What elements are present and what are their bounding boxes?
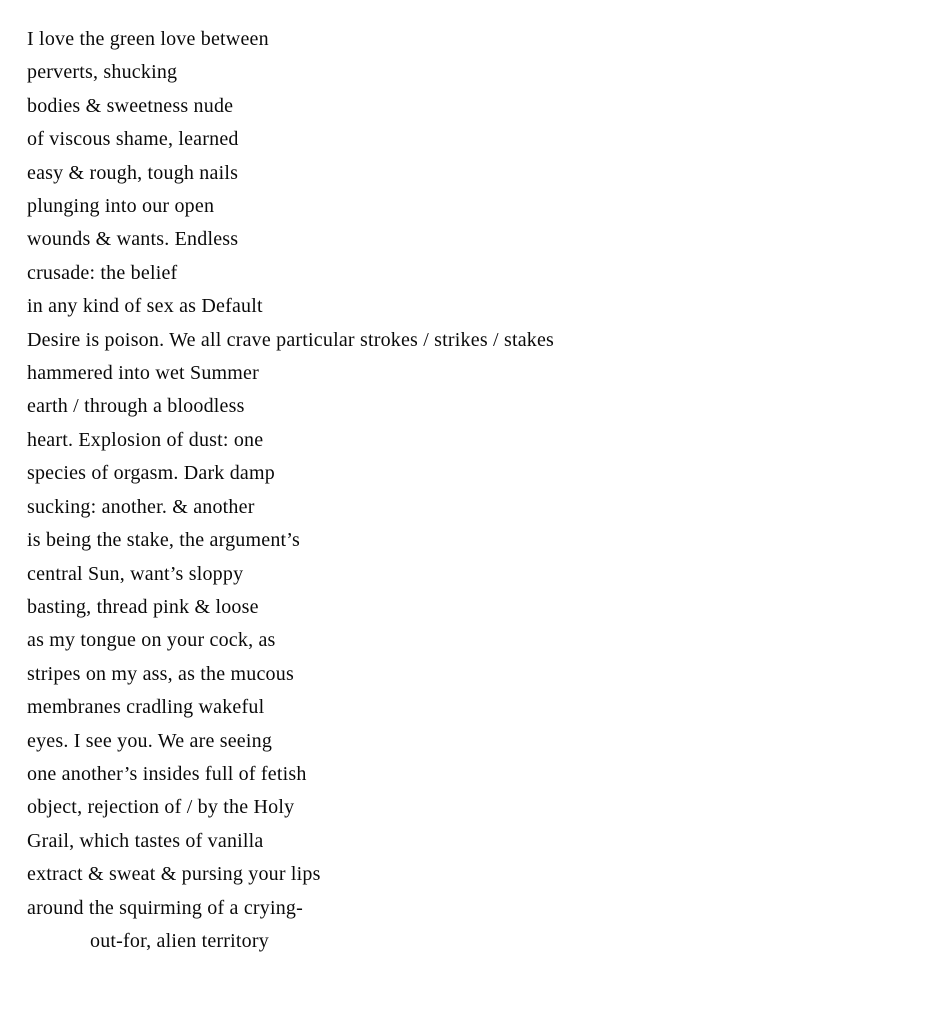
poem-line: wounds & wants. Endless [27, 228, 239, 251]
poem-line: is being the stake, the argument’s [27, 529, 301, 552]
poem-line: basting, thread pink & loose [27, 595, 259, 618]
poem-line: membranes cradling wakeful [27, 696, 265, 719]
poem [27, 23, 919, 958]
poem-line: heart. Explosion of dust: one [27, 428, 264, 451]
poem-line: hammered into wet Summer [27, 362, 259, 385]
poem-line: object, rejection of / by the Holy [27, 796, 295, 819]
poem-line: earth / through a bloodless [27, 395, 245, 418]
poem-line: of viscous shame, learned [27, 128, 239, 151]
poem-line: around the squirming of a crying- [27, 896, 303, 919]
poem-line: bodies & sweetness nude [27, 94, 234, 117]
poem-line: species of orgasm. Dark damp [27, 462, 275, 485]
poem-line: stripes on my ass, as the mucous [27, 662, 294, 685]
poem-line: I love the green love between [27, 28, 269, 50]
poem-line: sucking: another. & another [27, 495, 255, 518]
poem-line: perverts, shucking [27, 61, 178, 84]
poem-line: one another’s insides full of fetish [27, 762, 307, 785]
poem-line: Grail, which tastes of vanilla [27, 829, 264, 852]
poem-line: easy & rough, tough nails [27, 161, 239, 184]
poem-line: as my tongue on your cock, as [27, 629, 276, 652]
poem-line: Desire is poison. We all crave particular strokes / strikes / stakes [27, 328, 555, 351]
poem-line: central Sun, want’s sloppy [27, 562, 244, 585]
poem-line: crusade: the belief [27, 261, 178, 284]
poem-line: eyes. I see you. We are seeing [27, 729, 273, 752]
poem-line-indented: out-for, alien territory [90, 929, 269, 952]
poem-line: extract & sweat & pursing your lips [27, 863, 321, 886]
poem-line: plunging into our open [27, 195, 215, 218]
poem-line: in any kind of sex as Default [27, 295, 263, 318]
